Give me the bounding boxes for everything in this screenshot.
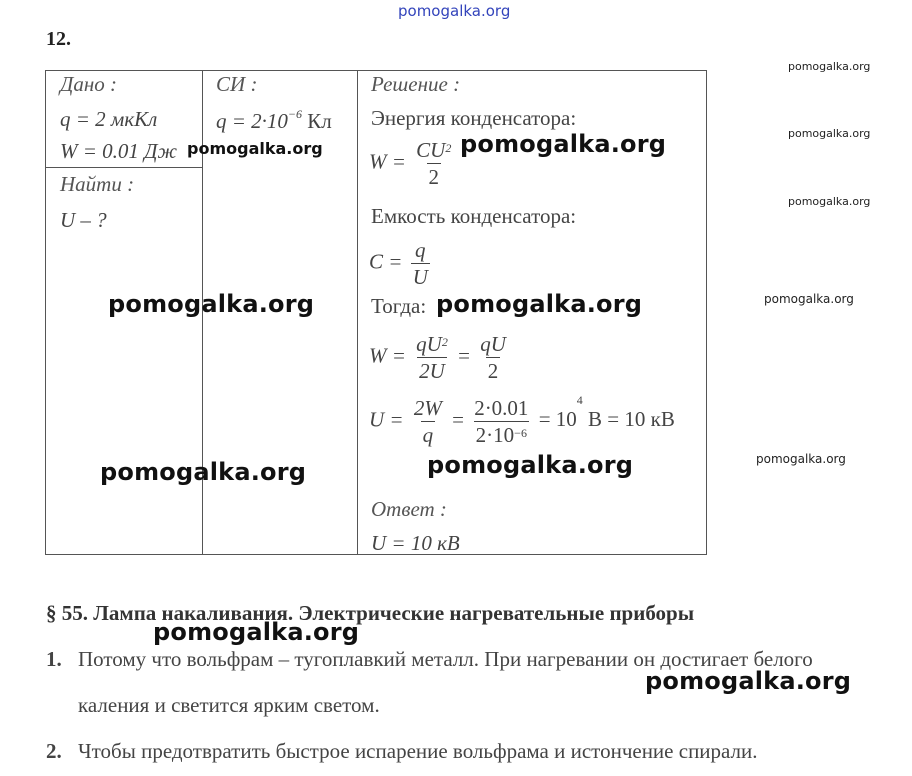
si-value: $q = 2\cdot 10^{-6}$ Кл <box>216 107 332 133</box>
item-1-text: Потому что вольфрам – тугоплавкий металл. При нагревании он достигает белого <box>78 647 813 671</box>
si-heading: СИ : <box>216 72 258 96</box>
watermark-small: pomogalka.org <box>788 60 871 73</box>
given-heading: Дано : <box>60 72 118 96</box>
item-1-text-cont: каления и светится ярким светом. <box>78 693 380 717</box>
top-watermark-link[interactable]: pomogalka.org <box>398 2 511 20</box>
energy-label: Энергия конденсатора: <box>371 106 577 130</box>
answer-value: U = 10 кВ <box>371 531 460 555</box>
given-find-divider <box>45 167 202 168</box>
formula-energy: W = $\frac{CU^2}{2}$ <box>369 138 452 189</box>
formula-energy-substituted: W = $\frac{qU^2}{2U}$ = $\frac{qU}{2}$ <box>369 332 506 383</box>
then-label: Тогда: <box>371 294 427 318</box>
find-heading: Найти : <box>60 172 135 196</box>
given-charge: q = 2 мкКл <box>60 107 158 131</box>
table-top-border <box>45 70 707 71</box>
table-left-border <box>45 70 46 555</box>
formula-capacity: C = $\frac{q}{U}$ <box>369 238 428 289</box>
item-2-text: Чтобы предотвратить быстрое испарение вольфрама и истончение спирали. <box>78 739 758 763</box>
watermark: pomogalka.org <box>153 618 360 646</box>
watermark: pomogalka.org <box>427 451 634 479</box>
watermark: pomogalka.org <box>100 458 307 486</box>
item-1-number: 1. <box>46 647 62 671</box>
watermark-small: pomogalka.org <box>756 452 846 466</box>
watermark-small: pomogalka.org <box>788 127 871 140</box>
formula-voltage: U = $\frac{2W}{q}$ = $\frac{2\cdot 0.01}{2\cdot 10^{-6}}$ = $10^4$ В = 10 кВ <box>369 393 675 447</box>
answer-heading: Ответ : <box>371 497 447 521</box>
watermark: pomogalka.org <box>460 130 667 158</box>
watermark: pomogalka.org <box>436 290 643 318</box>
table-right-border <box>706 70 707 555</box>
watermark: pomogalka.org <box>645 667 852 695</box>
given-energy: W = 0.01 Дж <box>60 139 178 163</box>
capacity-label: Емкость конденсатора: <box>371 204 577 228</box>
table-divider-2 <box>357 70 358 555</box>
problem-number: 12. <box>46 28 71 50</box>
watermark-small: pomogalka.org <box>788 195 871 208</box>
watermark: pomogalka.org <box>187 139 323 158</box>
watermark: pomogalka.org <box>108 290 315 318</box>
item-2-number: 2. <box>46 739 62 763</box>
watermark-small: pomogalka.org <box>764 292 854 306</box>
section-title: § 55. Лампа накаливания. Электрические нагревательные приборы <box>46 601 695 625</box>
find-value: U – ? <box>60 208 107 232</box>
solution-heading: Решение : <box>371 72 461 96</box>
